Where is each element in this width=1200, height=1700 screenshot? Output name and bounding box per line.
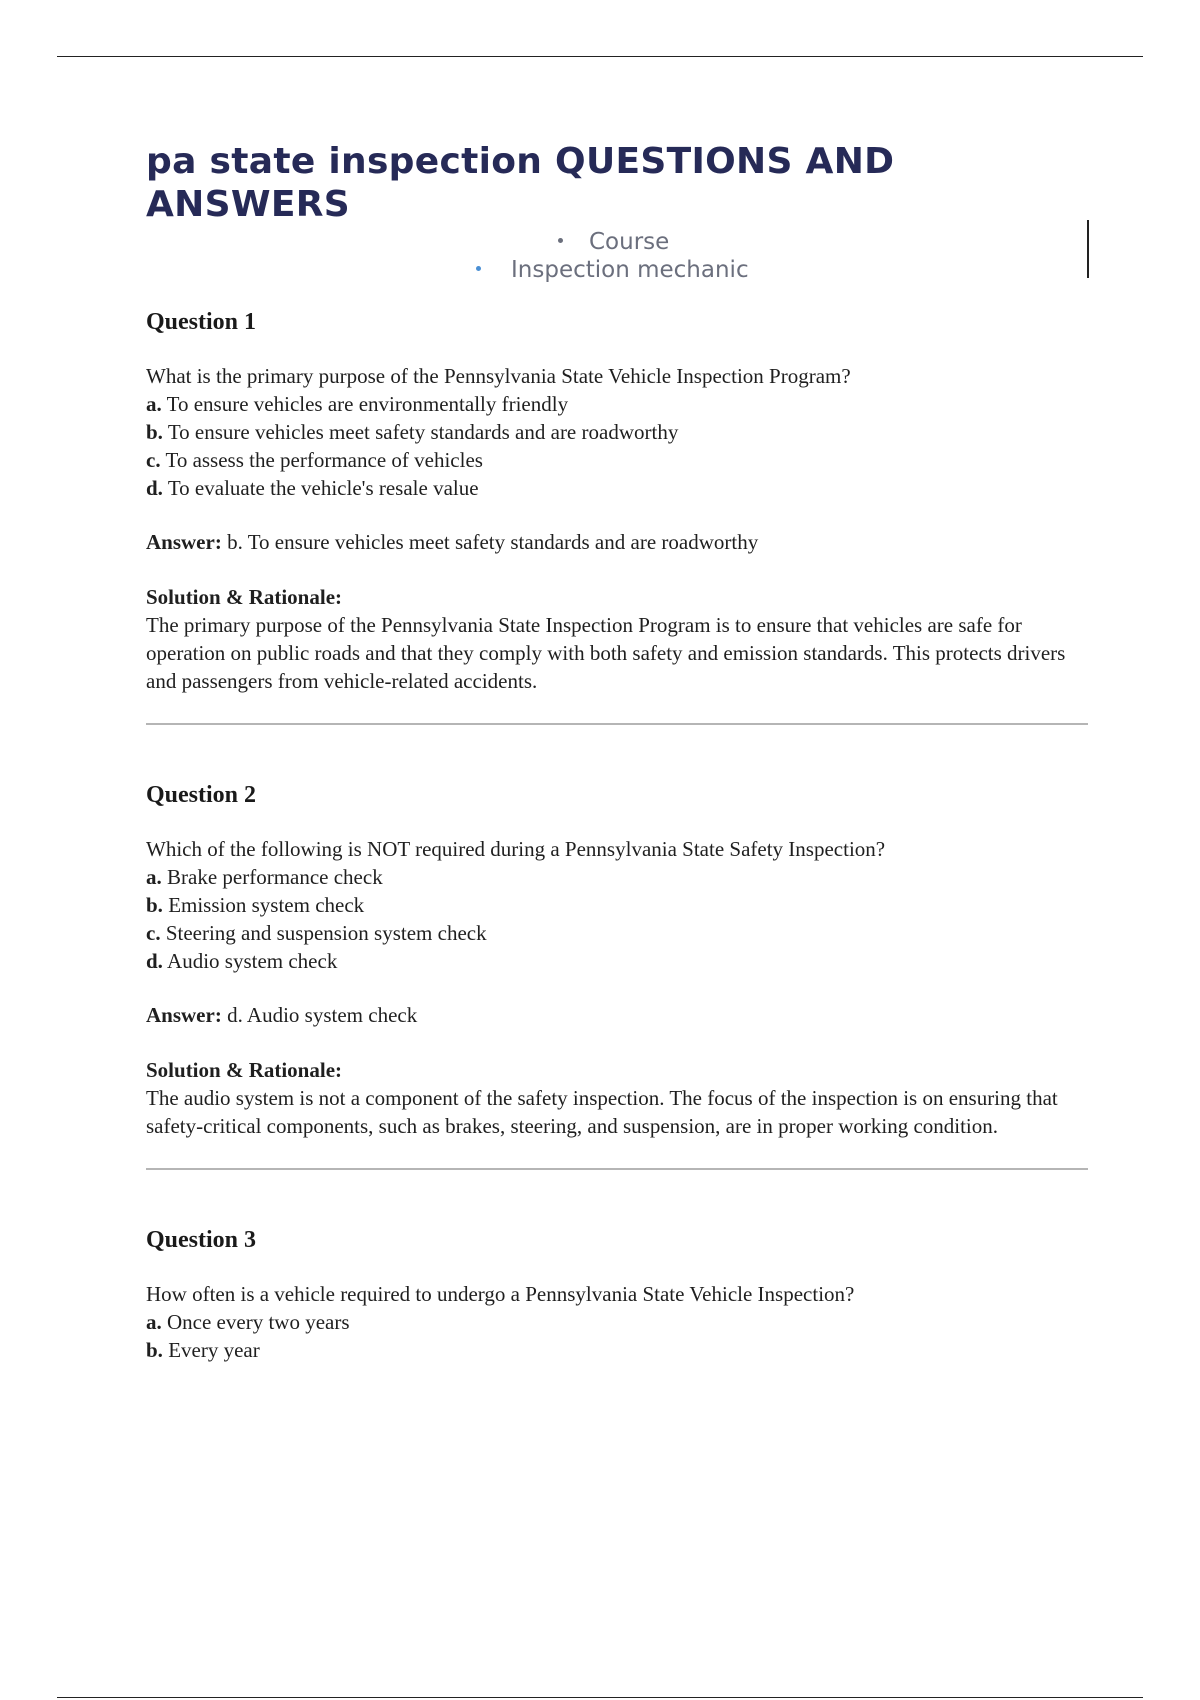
option-letter: a.	[146, 1310, 162, 1334]
answer-label: Answer:	[146, 1003, 222, 1027]
option-letter: d.	[146, 949, 163, 973]
option-text: To ensure vehicles meet safety standards and are roadworthy	[167, 420, 679, 444]
answer-label: Answer:	[146, 530, 222, 554]
option-a	[146, 863, 1088, 891]
option-letter: b.	[146, 420, 163, 444]
option-letter: b.	[146, 1338, 163, 1362]
tag-course[interactable]	[558, 228, 669, 256]
option-letter: b.	[146, 893, 163, 917]
tag-label: Course	[589, 229, 670, 255]
option-text: Brake performance check	[167, 865, 383, 889]
option-text: Audio system check	[167, 949, 338, 973]
rationale-text: The primary purpose of the Pennsylvania State Inspection Program is to ensure that vehicles are safe for operation on public roads and that they comply with both safety and emission standards. This protects drivers and passengers from vehicle-related accidents.	[146, 613, 1066, 693]
tag-inspection-mechanic[interactable]	[476, 256, 749, 284]
option-letter: d.	[146, 476, 163, 500]
option-text: Every year	[168, 1338, 260, 1362]
question-1	[146, 308, 1088, 725]
document-body	[146, 140, 1088, 1364]
question-text: Which of the following is NOT required during a Pennsylvania State Safety Inspection?	[146, 837, 886, 861]
bullet-icon	[476, 266, 481, 271]
text-cursor	[1087, 220, 1089, 278]
answer-line	[146, 528, 1088, 556]
option-text: Emission system check	[168, 893, 365, 917]
question-heading: Question 2	[146, 782, 257, 808]
rationale-label: Solution & Rationale:	[146, 585, 343, 609]
question-2	[146, 781, 1088, 1170]
tag-list	[146, 228, 1088, 290]
top-page-rule	[57, 56, 1143, 57]
option-d	[146, 947, 1088, 975]
answer-text: b. To ensure vehicles meet safety standards and are roadworthy	[227, 530, 759, 554]
option-c	[146, 446, 1088, 474]
document-title: pa state inspection QUESTIONS AND ANSWERS	[146, 141, 895, 225]
answer-line	[146, 1001, 1088, 1029]
question-text: What is the primary purpose of the Pennsylvania State Vehicle Inspection Program?	[146, 364, 851, 388]
section-divider	[146, 1168, 1088, 1170]
option-b	[146, 418, 1088, 446]
option-b	[146, 891, 1088, 919]
option-text: Once every two years	[167, 1310, 350, 1334]
section-divider	[146, 723, 1088, 725]
option-text: To evaluate the vehicle's resale value	[167, 476, 479, 500]
option-text: Steering and suspension system check	[165, 921, 487, 945]
option-a	[146, 1308, 1088, 1336]
question-heading: Question 1	[146, 309, 257, 335]
option-letter: a.	[146, 865, 162, 889]
bullet-icon	[558, 238, 563, 243]
option-letter: c.	[146, 921, 161, 945]
option-c	[146, 919, 1088, 947]
option-a	[146, 390, 1088, 418]
option-b	[146, 1336, 1088, 1364]
question-text: How often is a vehicle required to undergo a Pennsylvania State Vehicle Inspection?	[146, 1282, 855, 1306]
option-d	[146, 474, 1088, 502]
option-letter: a.	[146, 392, 162, 416]
question-heading: Question 3	[146, 1227, 257, 1253]
option-text: To ensure vehicles are environmentally friendly	[166, 392, 569, 416]
rationale-text: The audio system is not a component of the safety inspection. The focus of the inspection is on ensuring that safety-critical components, such as brakes, steering, and suspension, are in proper working condition.	[146, 1086, 1058, 1138]
question-3	[146, 1226, 1088, 1364]
option-letter: c.	[146, 448, 161, 472]
rationale-label: Solution & Rationale:	[146, 1058, 343, 1082]
tag-label: Inspection mechanic	[511, 257, 749, 283]
option-text: To assess the performance of vehicles	[165, 448, 483, 472]
bottom-page-rule	[57, 1697, 1143, 1698]
answer-text: d. Audio system check	[227, 1003, 418, 1027]
